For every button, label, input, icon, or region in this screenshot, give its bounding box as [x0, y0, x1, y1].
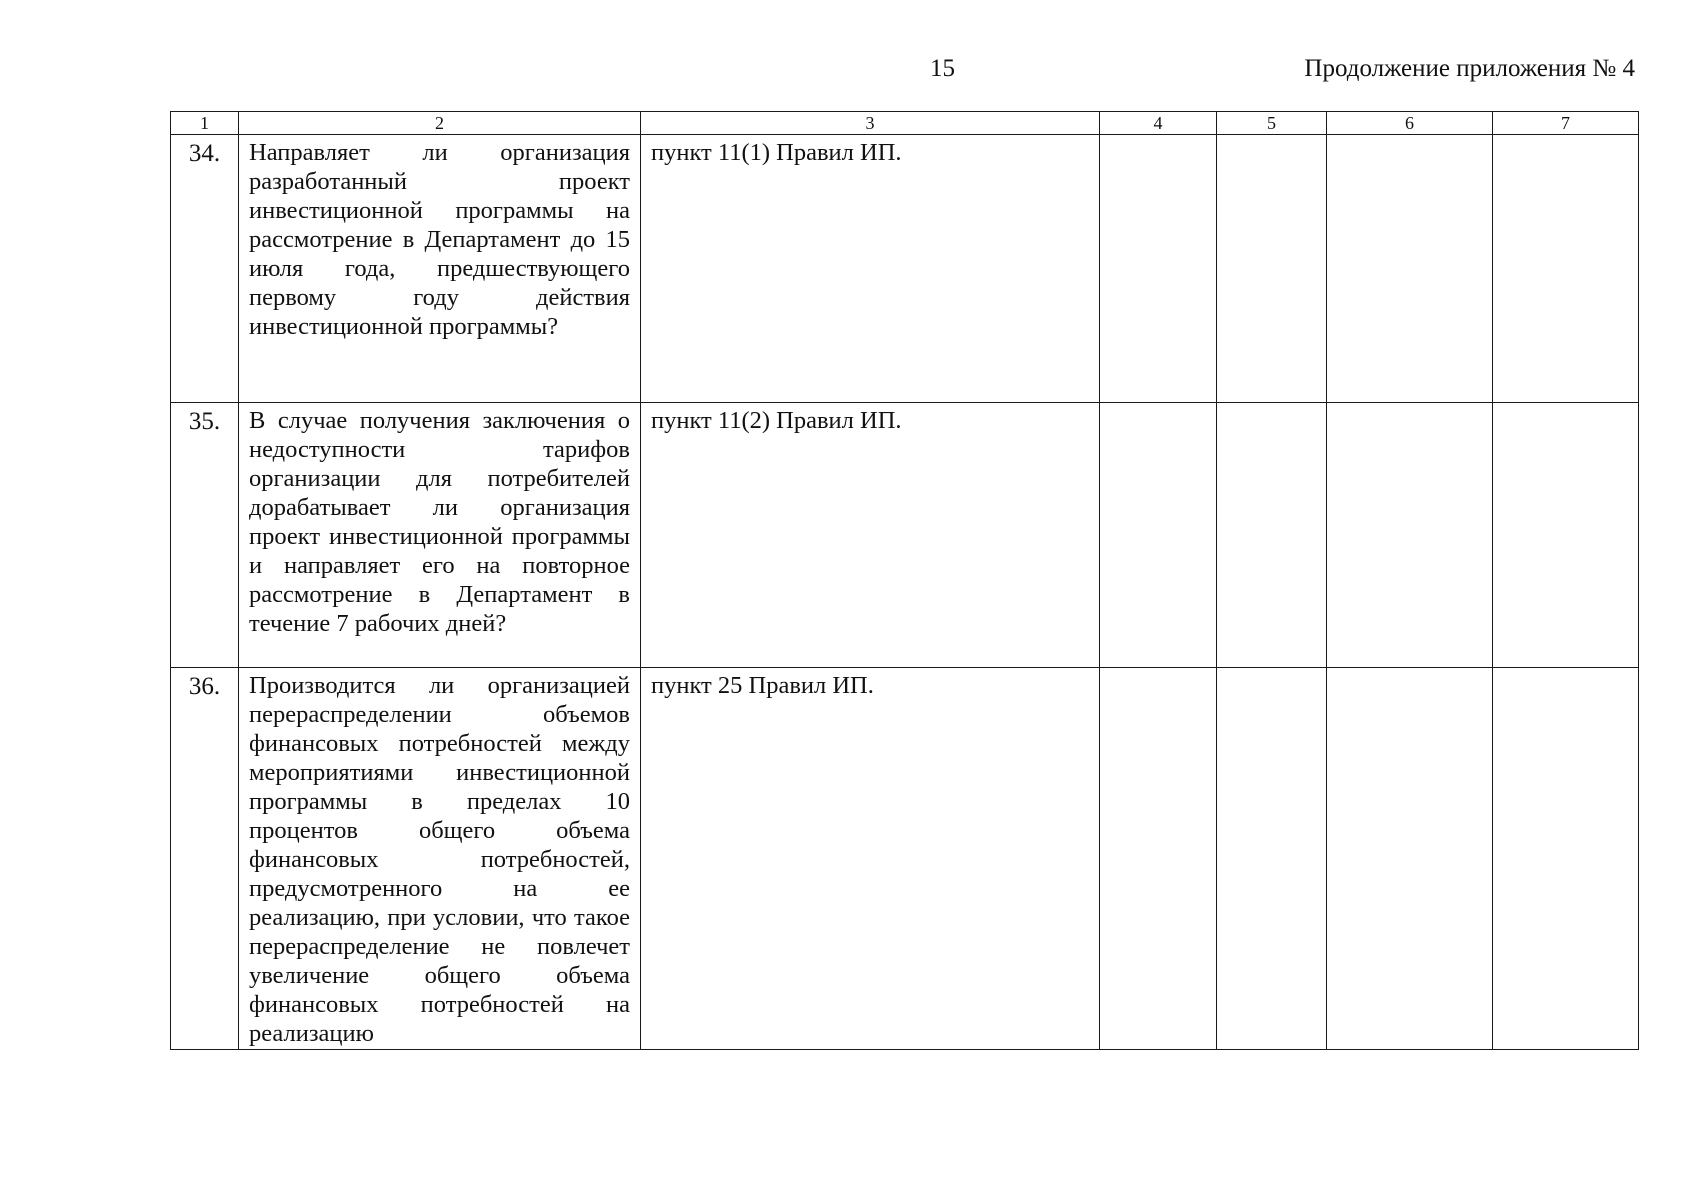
column-header-3: 3	[641, 112, 1100, 135]
answer-cell-4	[1100, 668, 1217, 1050]
question-text: В случае получения заключения о недоступности тарифов организации для потребителей дорабатывает ли организация проект инвестиционной программы и направляет его на повторное рассмотрение в Департамент в течение 7 рабочих дней?	[239, 403, 641, 668]
column-header-1: 1	[171, 112, 239, 135]
answer-cell-5	[1217, 668, 1327, 1050]
answer-cell-4	[1100, 135, 1217, 403]
row-number: 36.	[171, 668, 239, 1050]
column-header-7: 7	[1493, 112, 1639, 135]
answer-cell-6	[1327, 403, 1493, 668]
checklist-table	[170, 111, 1639, 1050]
legal-reference: пункт 11(2) Правил ИП.	[641, 403, 1100, 668]
column-header-4: 4	[1100, 112, 1217, 135]
table-row	[171, 135, 1639, 403]
question-text: Производится ли организацией перераспределении объемов финансовых потребностей между мероприятиями инвестиционной программы в пределах 10 процентов общего объема финансовых потребностей, предусмотренного на ее реализацию, при условии, что такое перераспределение не повлечет увеличение общего объема финансовых потребностей на реализацию	[239, 668, 641, 1050]
legal-reference: пункт 11(1) Правил ИП.	[641, 135, 1100, 403]
answer-cell-7	[1493, 135, 1639, 403]
answer-cell-4	[1100, 403, 1217, 668]
row-number: 34.	[171, 135, 239, 403]
page-number: 15	[930, 55, 955, 82]
column-header-5: 5	[1217, 112, 1327, 135]
answer-cell-7	[1493, 403, 1639, 668]
column-number-row	[171, 112, 1639, 135]
answer-cell-5	[1217, 403, 1327, 668]
answer-cell-6	[1327, 135, 1493, 403]
table-row	[171, 668, 1639, 1050]
column-header-6: 6	[1327, 112, 1493, 135]
row-number: 35.	[171, 403, 239, 668]
table-row	[171, 403, 1639, 668]
answer-cell-7	[1493, 668, 1639, 1050]
legal-reference: пункт 25 Правил ИП.	[641, 668, 1100, 1050]
question-text: Направляет ли организация разработанный проект инвестиционной программы на рассмотрение в Департамент до 15 июля года, предшествующего первому году действия инвестиционной программы?	[239, 135, 641, 403]
answer-cell-5	[1217, 135, 1327, 403]
appendix-continuation-caption: Продолжение приложения № 4	[1304, 55, 1635, 82]
answer-cell-6	[1327, 668, 1493, 1050]
column-header-2: 2	[239, 112, 641, 135]
